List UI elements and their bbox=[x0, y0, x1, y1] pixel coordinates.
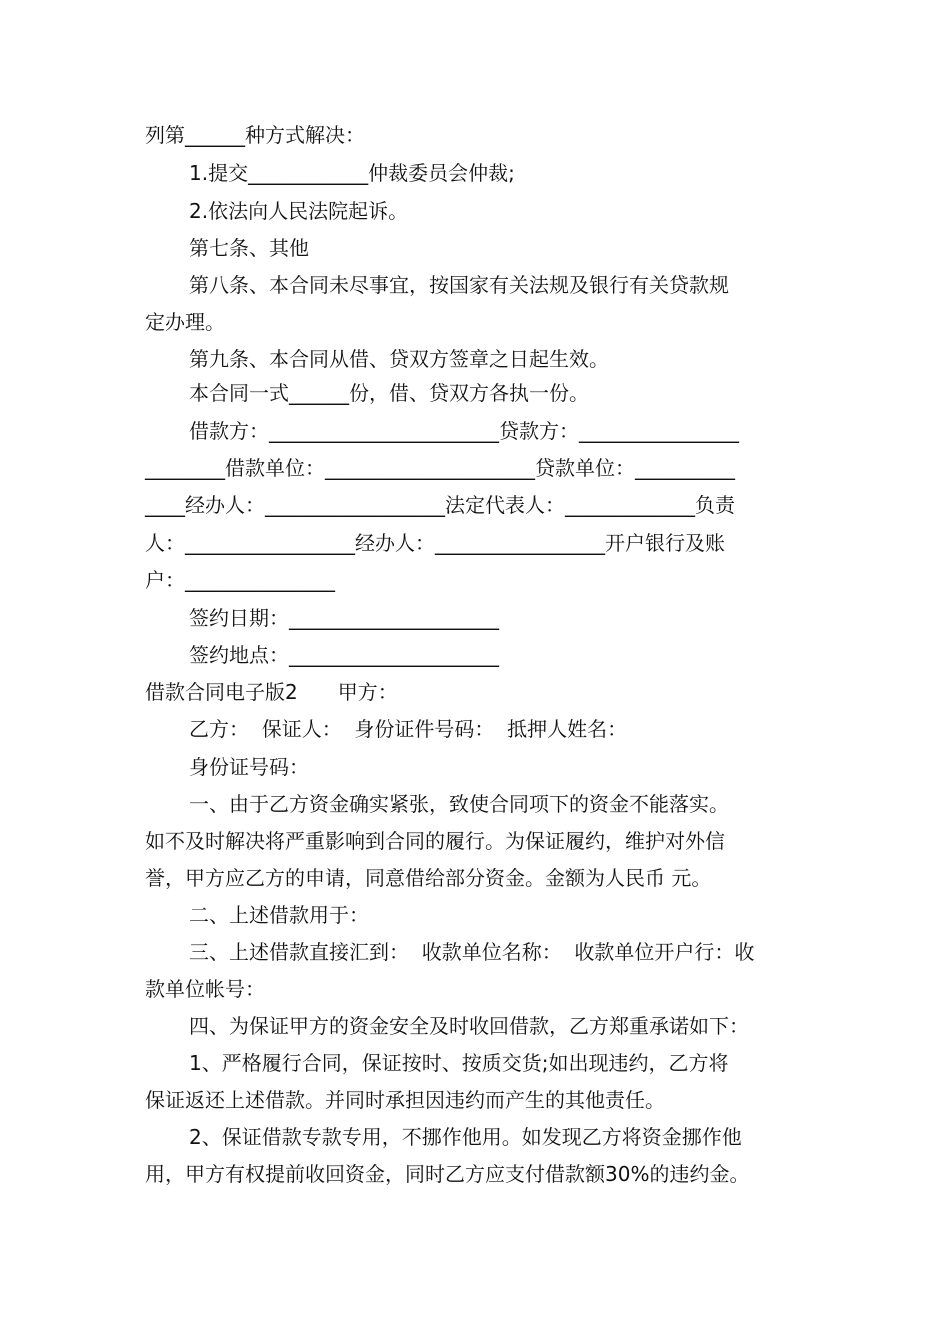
signature-field-line: ________借款单位：_____________________贷款单位：__________ bbox=[145, 456, 735, 480]
text-line: 1、严格履行合同，保证按时、按质交货;如出现违约，乙方将 bbox=[189, 1051, 729, 1075]
text-line: 列第______种方式解决： bbox=[145, 123, 365, 147]
text-line: 乙方： 保证人： 身份证件号码： 抵押人姓名： bbox=[189, 717, 628, 741]
signing-place-line: 签约地点：_____________________ bbox=[189, 643, 499, 667]
text-line: 三、上述借款直接汇到： 收款单位名称： 收款单位开户行：收 bbox=[189, 940, 755, 964]
text-line: 第九条、本合同从借、贷双方签章之日起生效。 bbox=[189, 347, 609, 371]
text-line: 保证返还上述借款。并同时承担因违约而产生的其他责任。 bbox=[145, 1088, 665, 1112]
text-line: 2.依法向人民法院起诉。 bbox=[189, 199, 409, 223]
text-line: 本合同一式______份，借、贷双方各执一份。 bbox=[189, 381, 589, 405]
text-line: 一、由于乙方资金确实紧张，致使合同项下的资金不能落实。 bbox=[189, 792, 729, 816]
signing-date-line: 签约日期：_____________________ bbox=[189, 606, 499, 630]
text-line: 2、保证借款专款专用，不挪作他用。如发现乙方将资金挪作他 bbox=[189, 1125, 742, 1149]
text-line: 誉，甲方应乙方的申请，同意借给部分资金。金额为人民币 元。 bbox=[145, 866, 712, 890]
text-line: 第八条、本合同未尽事宜，按国家有关法规及银行有关贷款规 bbox=[189, 273, 729, 297]
text-line: 用，甲方有权提前收回资金，同时乙方应支付借款额30%的违约金。 bbox=[145, 1162, 750, 1186]
text-line: 款单位帐号： bbox=[145, 977, 265, 1001]
text-line: 二、上述借款用于： bbox=[189, 903, 369, 927]
text-line: 定办理。 bbox=[145, 310, 225, 334]
text-line: 第七条、其他 bbox=[189, 236, 309, 260]
text-line: 四、为保证甲方的资金安全及时收回借款，乙方郑重承诺如下： bbox=[189, 1014, 749, 1038]
signature-field-line: 户：_______________ bbox=[145, 568, 335, 592]
text-line: 如不及时解决将严重影响到合同的履行。为保证履约，维护对外信 bbox=[145, 829, 725, 853]
text-line: 身份证号码： bbox=[189, 755, 309, 779]
signature-field-line: ____经办人：__________________法定代表人：_____________负责 bbox=[145, 493, 735, 517]
text-line: 1.提交____________仲裁委员会仲裁; bbox=[189, 161, 515, 185]
signature-field-line: 人：_________________经办人：_________________开户银行及账 bbox=[145, 531, 725, 555]
signature-field-line: 借款方：_______________________贷款方：________________ bbox=[189, 419, 739, 443]
section-title: 借款合同电子版2 甲方： bbox=[145, 680, 398, 704]
